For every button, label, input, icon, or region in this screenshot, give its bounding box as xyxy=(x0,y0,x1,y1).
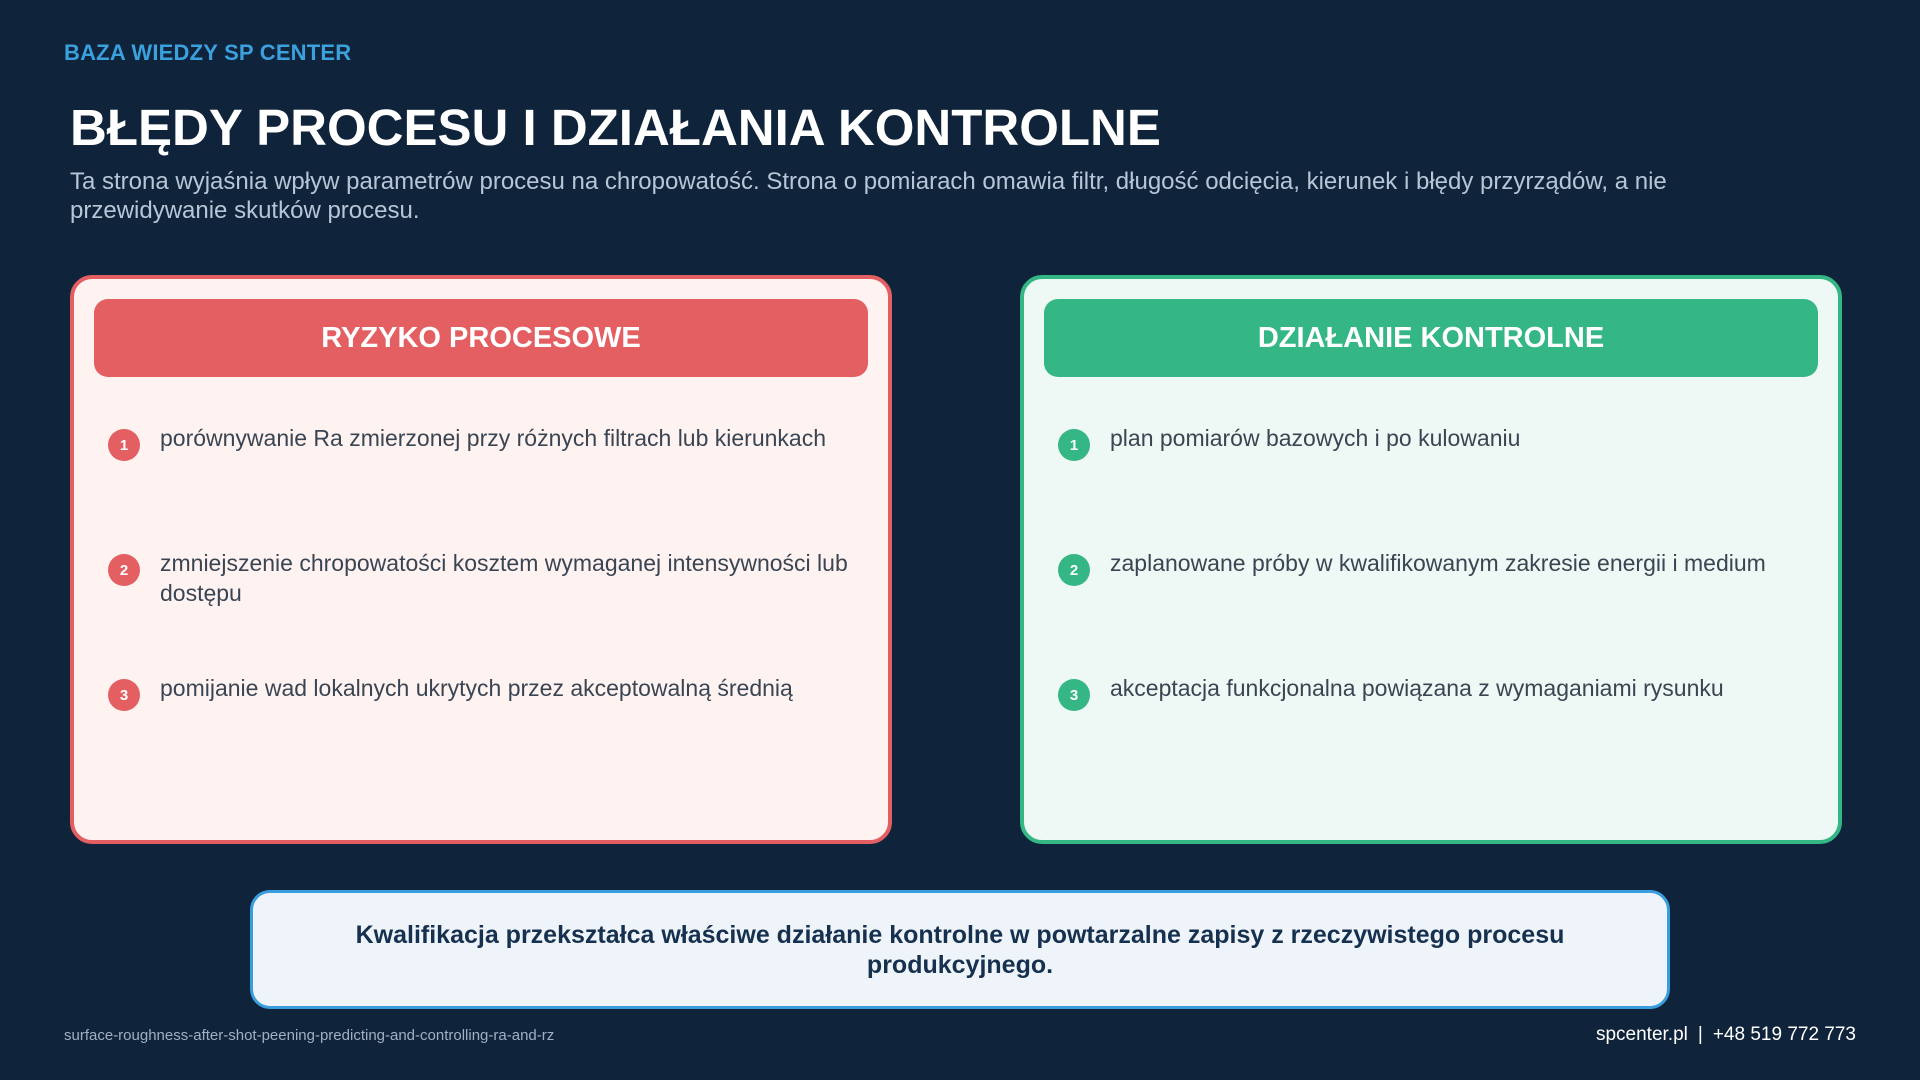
control-card xyxy=(1020,275,1842,844)
footer-phone: +48 519 772 773 xyxy=(1712,1024,1856,1045)
control-item xyxy=(1058,673,1798,711)
footer-website: spcenter.pl xyxy=(1595,1024,1688,1045)
footer-page-slug: surface-roughness-after-shot-peening-predicting-and-controlling-ra-and-rz xyxy=(64,1027,555,1044)
brand-label: BAZA WIEDZY SP CENTER xyxy=(64,40,352,65)
qualification-note-text: Kwalifikacja przekształca właściwe działanie kontrolne w powtarzalne zapisy z rzeczywistego procesu produkcyjnego. xyxy=(355,920,1565,979)
control-item-text: plan pomiarów bazowych i po kulowaniu xyxy=(1110,425,1521,451)
control-item-text: zaplanowane próby w kwalifikowanym zakresie energii i medium xyxy=(1110,550,1766,576)
footer-contact xyxy=(1596,1024,1856,1046)
risk-item-text: zmniejszenie chropowatości kosztem wymaganej intensywności lub dostępu xyxy=(160,550,848,606)
control-card-header: DZIAŁANIE KONTROLNE xyxy=(1044,299,1818,377)
control-item-number-badge: 2 xyxy=(1058,554,1090,586)
risk-card xyxy=(70,275,892,844)
footer-separator: | xyxy=(1697,1024,1703,1045)
control-item-text: akceptacja funkcjonalna powiązana z wymaganiami rysunku xyxy=(1110,675,1724,701)
risk-item-text: pomijanie wad lokalnych ukrytych przez akceptowalną średnią xyxy=(160,675,793,701)
risk-item-text: porównywanie Ra zmierzonej przy różnych filtrach lub kierunkach xyxy=(160,425,827,451)
risk-item xyxy=(108,423,848,461)
control-item xyxy=(1058,423,1798,461)
risk-item xyxy=(108,548,848,608)
risk-item-number-badge: 3 xyxy=(108,679,140,711)
risk-item-number-badge: 2 xyxy=(108,554,140,586)
risk-item xyxy=(108,673,848,711)
qualification-note-box xyxy=(250,890,1670,1009)
control-item xyxy=(1058,548,1798,586)
control-item-number-badge: 3 xyxy=(1058,679,1090,711)
risk-card-header: RYZYKO PROCESOWE xyxy=(94,299,868,377)
risk-item-number-badge: 1 xyxy=(108,429,140,461)
control-item-number-badge: 1 xyxy=(1058,429,1090,461)
page-subtitle: Ta strona wyjaśnia wpływ parametrów procesu na chropowatość. Strona o pomiarach omawia filtr, długość odcięcia, kierunek i błędy przyrządów, a nie przewidywanie skutków procesu. xyxy=(70,168,1667,224)
page-title: BŁĘDY PROCESU I DZIAŁANIA KONTROLNE xyxy=(70,99,1161,156)
